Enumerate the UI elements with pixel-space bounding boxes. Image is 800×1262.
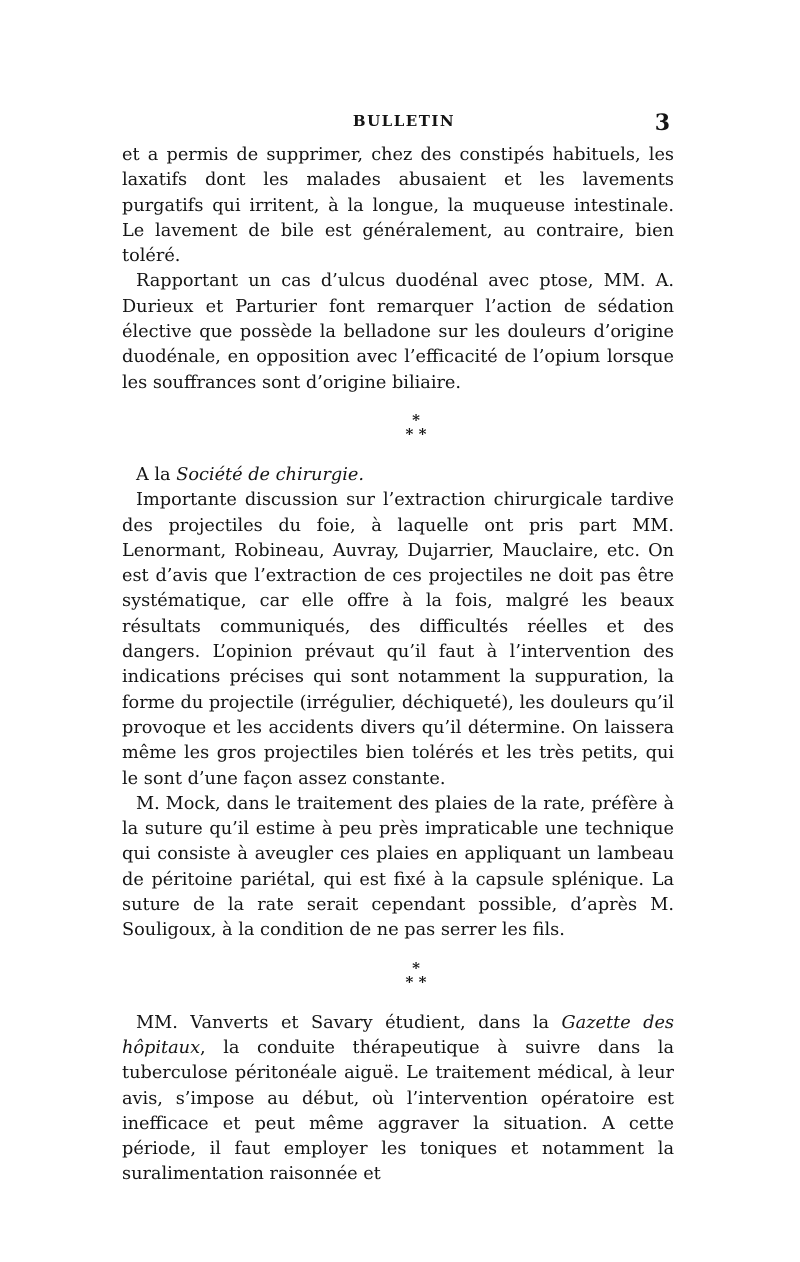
paragraph-continuation: et a permis de supprimer, chez des constipés habituels, les laxatifs dont les malades abusaient et les lavements purgatifs qui irritent, à la longue, la muqueuse intestinale. Le lavement de bile est généralement, au contraire, bien toléré. [122,145,674,267]
para6-start: MM. Vanverts et Savary étudient, dans la [136,1012,562,1033]
paragraph-duodenal-ulcer: Rapportant un cas d’ulcus duodénal avec ptose, MM. A. Durieux et Parturier font remarquer l’action de sédation élective que possède la belladone sur les douleurs d’origine duodénale, en opposition avec l’efficacité de l’opium lorsque les souffrances sont d’origine biliaire. [122,271,674,393]
heading-prefix: A la [136,464,177,485]
section-separator [158,410,674,443]
paragraph-liver-projectiles: Importante discussion sur l’extraction chirurgicale tardive des projectiles du foie, à laquelle ont pris part MM. Lenormant, Robineau, Auvray, Dujarrier, Mauclaire, etc. On est d’avis que l’extraction de ces projectiles ne doit pas être systématique, car elle offre à la fois, malgré les beaux résultats communiqués, des difficultés réelles et des dangers. L’opinion prévaut qu’il faut à l’intervention des indications précises qui sont notamment la suppuration, la forme du projectile (irrégulier, déchiqueté), les douleurs qu’il provoque et les accidents divers qu’il détermine. On laissera même les gros projectiles bien tolérés et les très petits, qui le sont d’une façon assez constante. [122,490,674,789]
para6-rest: , la conduite thérapeutique à suivre dans la tuberculose péritonéale aiguë. Le traitement médical, à leur avis, s’impose au début, où l’intervention opératoire est inefficace et peut même aggraver la situation. A cette période, il faut employer les toniques et notamment la suralimentation raisonnée et [122,1037,674,1185]
running-head: BULLETIN [352,112,456,130]
journal-title: Gazette des hôpitaux [122,1012,674,1058]
page-header [122,112,670,138]
asterism-top-2: * [412,958,420,977]
asterism-bottom-2: * * [405,972,427,991]
asterism-bottom: * * [405,424,427,443]
section-separator-2 [158,958,674,991]
body-text [122,143,674,1188]
section-heading-societe-chirurgie [122,463,674,488]
paragraph-spleen-wounds: M. Mock, dans le traitement des plaies de la rate, préfère à la suture qu’il estime à peu près impraticable une technique qui consiste à aveugler ces plaies en appliquant un lambeau de péritoine pariétal, qui est fixé à la capsule splénique. La suture de la rate serait cependant possible, d’après M. Souligoux, à la condition de ne pas serrer les fils. [122,793,674,941]
society-name: Société de chirurgie. [176,464,364,485]
paragraph-peritoneal-tuberculosis [122,1011,674,1188]
page-number: 3 [654,110,670,136]
asterism-top: * [412,410,420,429]
